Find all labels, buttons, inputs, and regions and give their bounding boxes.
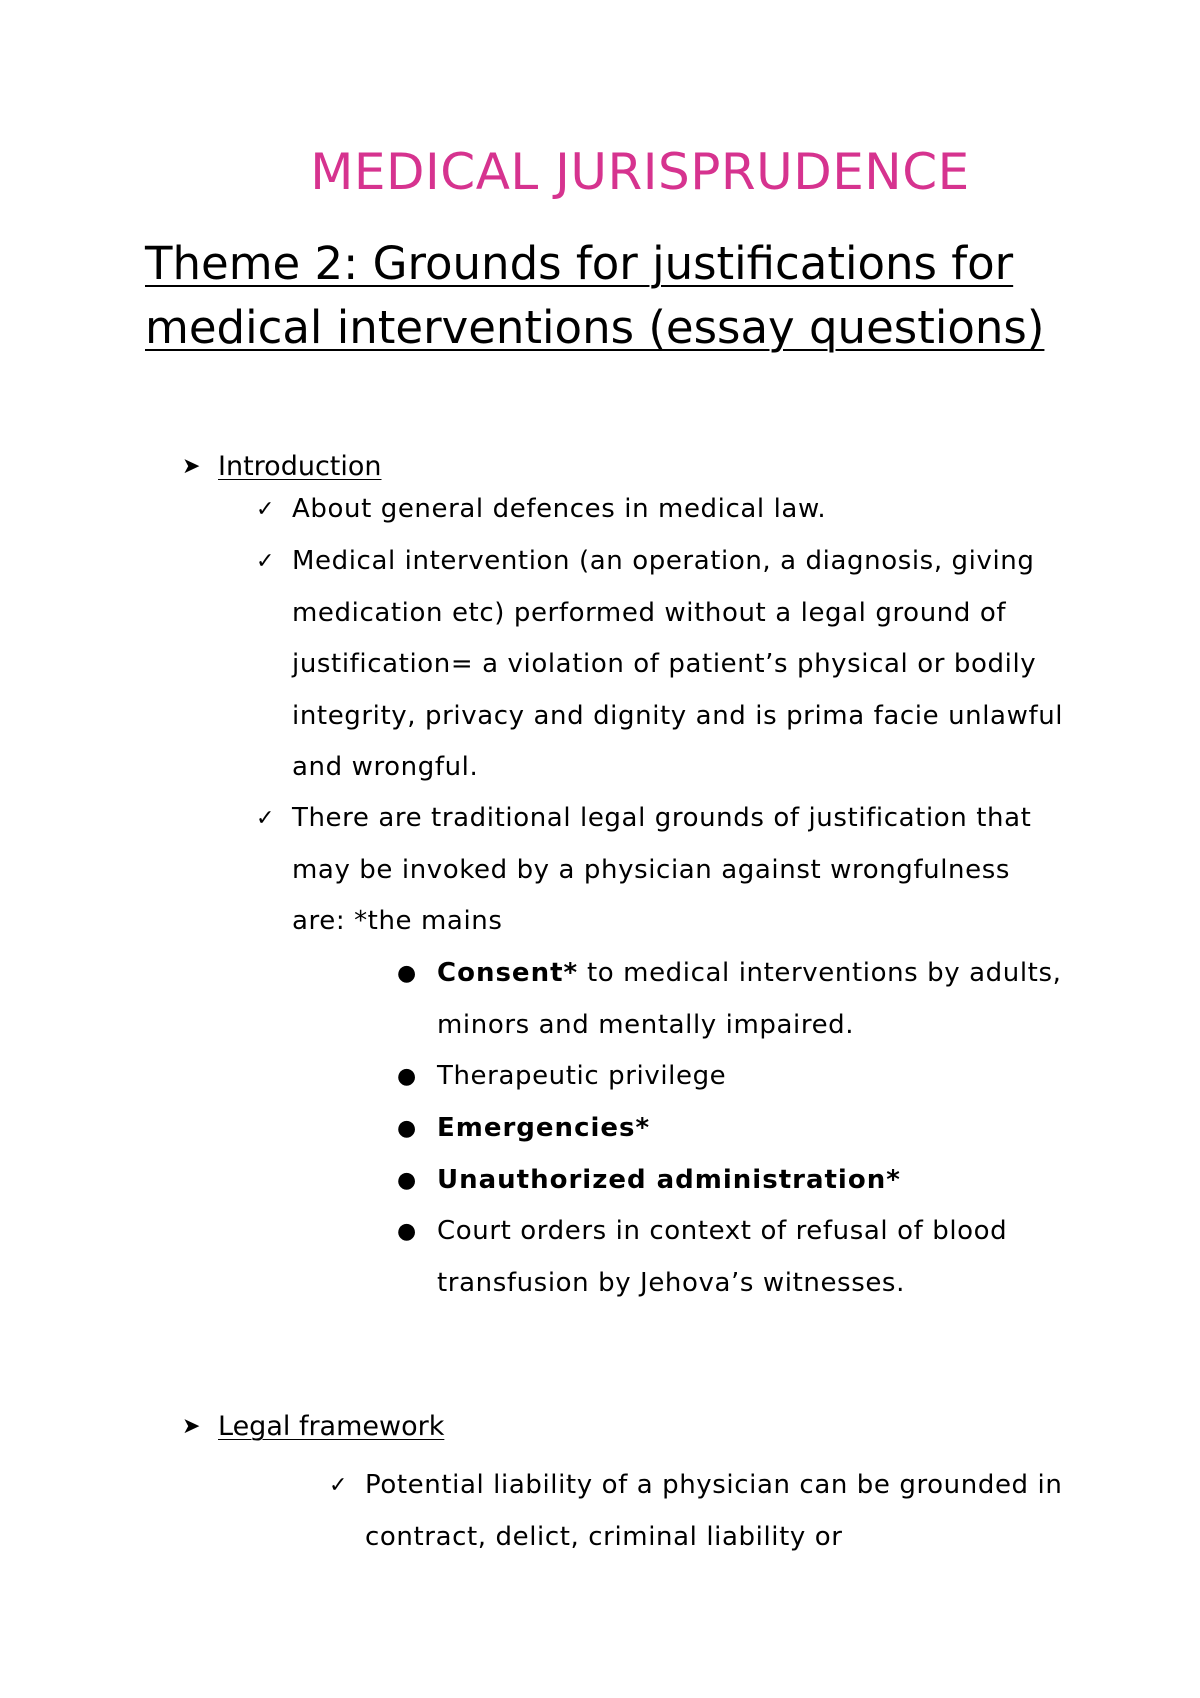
bullet-item-bold: Emergencies* (437, 1113, 651, 1143)
checkmark-icon: ✓ (329, 1473, 349, 1498)
bullet-item-bold: Consent* (437, 958, 579, 988)
bullet-item (397, 1206, 1077, 1309)
bullet-icon: ● (397, 1168, 417, 1193)
arrow-bullet-icon: ➤ (182, 454, 201, 479)
bullet-item-text: to medical interventions by adults, minors and mentally impaired. (437, 958, 1062, 1040)
section-heading-introduction (182, 450, 382, 484)
section-heading-legal-framework (182, 1410, 444, 1444)
bullet-icon: ● (397, 1116, 417, 1141)
theme-heading: Theme 2: Grounds for justifications for medical interventions (essay questions) (145, 237, 1045, 354)
document-title: MEDICAL JURISPRUDENCE (310, 143, 970, 201)
bullet-item-text: Therapeutic privilege (437, 1061, 727, 1091)
check-item-text: Medical intervention (an operation, a diagnosis, giving medication etc) performed without a legal ground of justification= a violation of patient’s physical or bodily integrity, privacy and dignity and is prima facie unlawful and wrongful. (292, 546, 1064, 782)
check-item-text: About general defences in medical law. (292, 494, 827, 524)
check-item-text: There are traditional legal grounds of justification that may be invoked by a physician against wrongfulness are: *the mains (292, 803, 1032, 936)
bullet-icon: ● (397, 1064, 417, 1089)
bullet-item (397, 948, 1077, 1051)
checkmark-icon: ✓ (256, 549, 276, 574)
arrow-bullet-icon: ➤ (182, 1414, 201, 1439)
check-item-text: Potential liability of a physician can be grounded in contract, delict, criminal liability or (365, 1470, 1063, 1552)
bullet-item (397, 1051, 1077, 1103)
bullet-item (397, 1103, 1077, 1155)
bullet-item-bold: Unauthorized administration* (437, 1165, 901, 1195)
bullet-icon: ● (397, 961, 417, 986)
section-heading-label: Introduction (218, 451, 382, 482)
checkmark-icon: ✓ (256, 806, 276, 831)
bullet-item (397, 1155, 1077, 1207)
checkmark-icon: ✓ (256, 497, 276, 522)
check-item (256, 484, 1082, 536)
bullet-item-text: Court orders in context of refusal of blood transfusion by Jehova’s witnesses. (437, 1216, 1008, 1298)
check-item (256, 536, 1082, 794)
section-heading-label: Legal framework (218, 1411, 445, 1442)
check-item (256, 793, 1052, 948)
check-item (329, 1460, 1085, 1563)
bullet-icon: ● (397, 1219, 417, 1244)
